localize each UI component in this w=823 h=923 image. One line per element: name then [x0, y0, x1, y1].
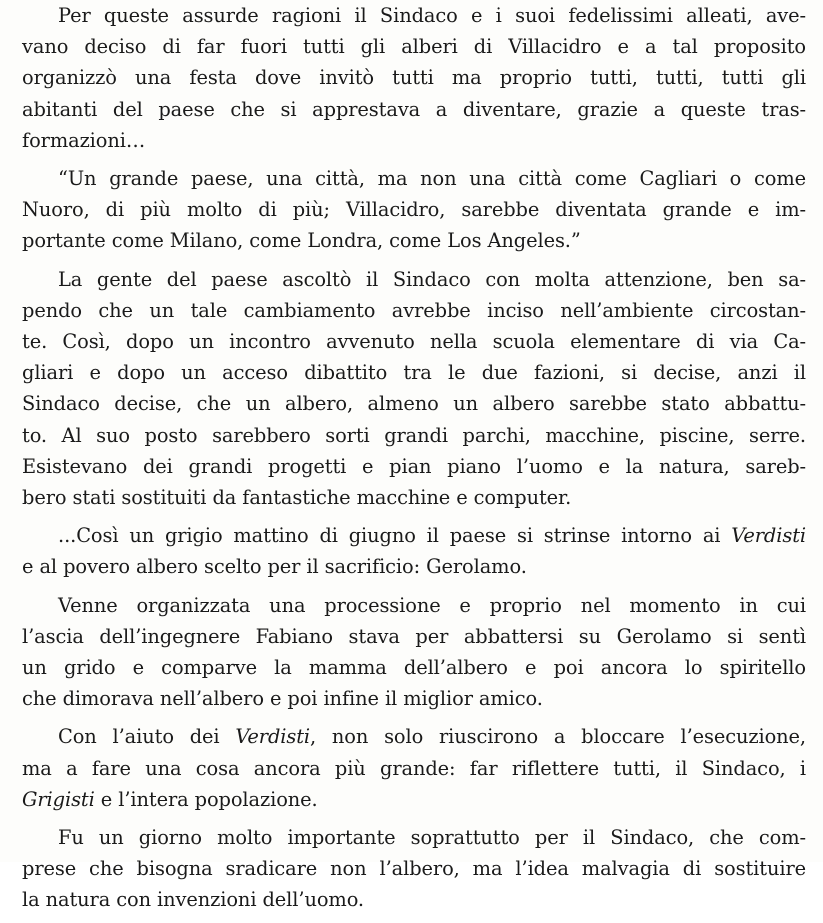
- text-line: Esistevano dei grandi progetti e pian piano l’uomo e la natura, sareb-: [22, 454, 806, 478]
- text-segment: ...Così un grigio mattino di giugno il paese si strinse intorno ai: [58, 524, 721, 548]
- paragraph-5: [22, 590, 806, 715]
- text-line: pendo che un tale cambiamento avrebbe inciso nell’ambiente circostan-: [22, 298, 806, 322]
- text-line: [22, 520, 806, 551]
- italic-term: Verdisti: [731, 524, 806, 548]
- text-line: vano deciso di far fuori tutti gli alberi di Villacidro e a tal proposito: [22, 35, 806, 59]
- text-segment: Con l’aiuto dei: [58, 725, 220, 749]
- paragraph-2: [22, 163, 806, 257]
- text-line: portante come Milano, come Londra, come Los Angeles.”: [22, 229, 581, 253]
- text-line: “Un grande paese, una città, ma non una città come Cagliari o come: [58, 167, 806, 191]
- italic-term: Verdisti: [235, 725, 311, 749]
- text-line: abitanti del paese che si apprestava a diventare, grazie a queste tras-: [22, 97, 806, 121]
- text-line: ma a fare una cosa ancora più grande: far riflettere tutti, il Sindaco, i: [22, 756, 806, 780]
- paragraph-7: [22, 822, 806, 916]
- text-line: [22, 784, 806, 815]
- text-line: bero stati sostituiti da fantastiche macchine e computer.: [22, 486, 572, 510]
- text-line: gliari e dopo un acceso dibattito tra le due fazioni, si decise, anzi il: [22, 361, 806, 385]
- text-line: La gente del paese ascoltò il Sindaco con molta attenzione, ben sa-: [58, 267, 806, 291]
- text-segment: , non solo riuscirono a bloccare l’esecuzione,: [310, 725, 806, 749]
- text-line: l’ascia dell’ingegnere Fabiano stava per abbattersi su Gerolamo si sentì: [22, 624, 806, 648]
- paragraph-4: [22, 520, 806, 582]
- text-line: che dimorava nell’albero e poi infine il miglior amico.: [22, 687, 543, 711]
- text-line: Venne organizzata una processione e proprio nel momento in cui: [58, 593, 806, 617]
- paragraph-1: [22, 0, 806, 156]
- text-line: la natura con invenzioni dell’uomo.: [22, 888, 364, 912]
- paragraph-6: [22, 721, 806, 815]
- text-line: formazioni…: [22, 128, 146, 152]
- italic-term: Grigisti: [22, 787, 95, 811]
- text-segment: e l’intera popolazione.: [94, 787, 318, 811]
- text-line: Sindaco decise, che un albero, almeno un albero sarebbe stato abbattu-: [22, 392, 806, 416]
- body-text: [22, 0, 806, 923]
- text-line: to. Al suo posto sarebbero sorti grandi parchi, macchine, piscine, serre.: [22, 423, 806, 447]
- text-line: Fu un giorno molto importante soprattutto per il Sindaco, che com-: [58, 826, 806, 850]
- paragraph-3: [22, 264, 806, 514]
- text-line: organizzò una festa dove invitò tutti ma proprio tutti, tutti, tutti gli: [22, 66, 806, 90]
- text-line: te. Così, dopo un incontro avvenuto nella scuola elementare di via Ca-: [22, 330, 806, 354]
- text-line: Per queste assurde ragioni il Sindaco e i suoi fedelissimi alleati, ave-: [58, 4, 806, 27]
- text-line: Nuoro, di più molto di più; Villacidro, sarebbe diventata grande e im-: [22, 198, 806, 222]
- text-line: un grido e comparve la mamma dell’albero e poi ancora lo spiritello: [22, 656, 806, 680]
- text-line: prese che bisogna sradicare non l’albero, ma l’idea malvagia di sostituire: [22, 857, 806, 881]
- text-line: e al povero albero scelto per il sacrificio: Gerolamo.: [22, 555, 527, 579]
- text-line: [22, 721, 806, 752]
